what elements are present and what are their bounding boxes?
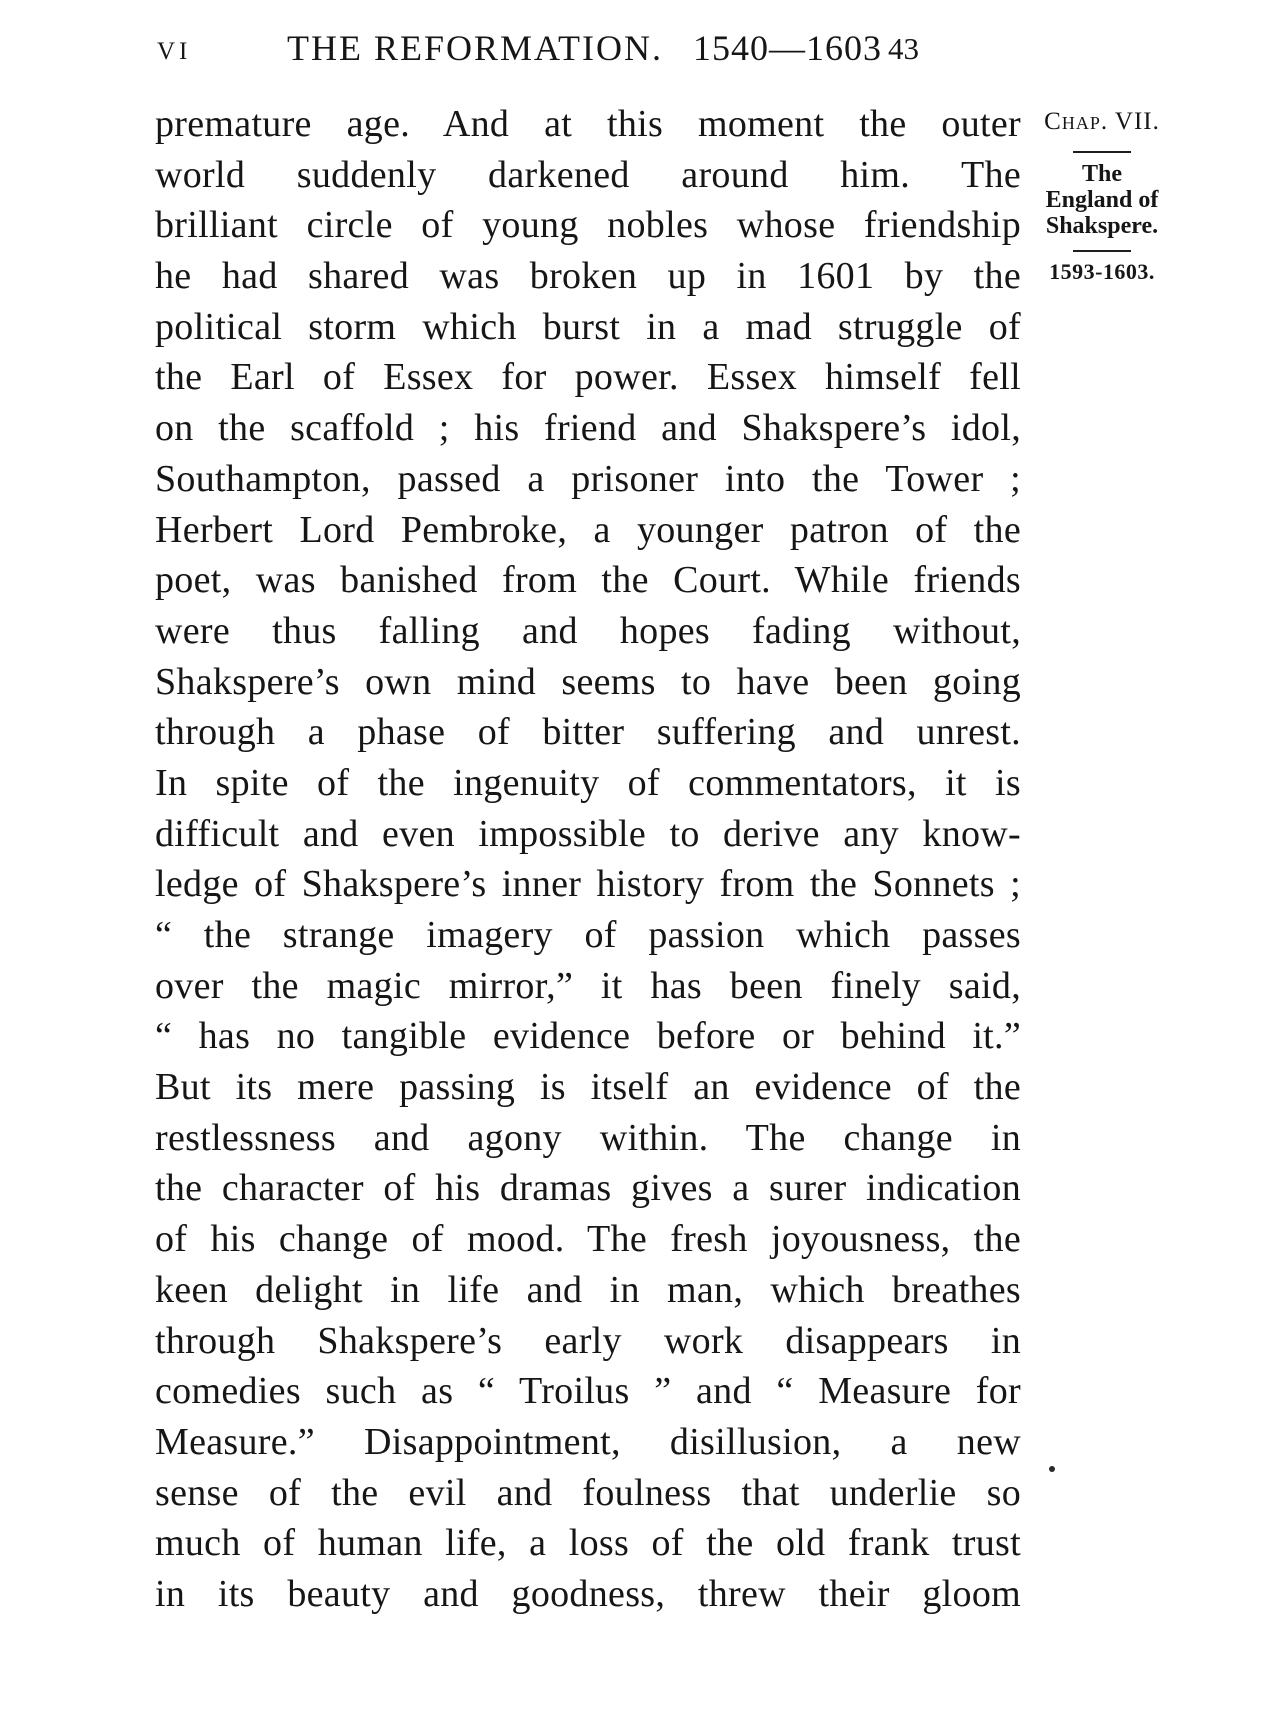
margin-section-line: The bbox=[1081, 161, 1122, 187]
body-text bbox=[155, 99, 1021, 1620]
text-line: through Shakspere’s early work disappears in bbox=[155, 1319, 1021, 1362]
text-line: Measure.” Disappointment, disillusion, a new bbox=[155, 1420, 1021, 1463]
text-line: world suddenly darkened around him. The bbox=[155, 153, 1021, 196]
text-line: “ the strange imagery of passion which passes bbox=[155, 914, 1021, 956]
text-line: Southampton, passed a prisoner into the Tower ; bbox=[155, 457, 1021, 500]
text-line: the Earl of Essex for power. Essex himself fell bbox=[155, 356, 1021, 399]
text-line: Herbert Lord Pembroke, a younger patron of the bbox=[155, 508, 1021, 551]
text-line: were thus falling and hopes fading without, bbox=[155, 609, 1021, 652]
text-line: he had shared was broken up in 1601 by the bbox=[155, 255, 1021, 298]
text-line: keen delight in life and in man, which breathes bbox=[155, 1268, 1021, 1311]
text-line: Shakspere’s own mind seems to have been going bbox=[155, 660, 1021, 703]
text-line: difficult and even impossible to derive any know- bbox=[155, 812, 1021, 855]
margin-section-line: England of bbox=[1045, 187, 1159, 213]
text-line: But its mere passing is itself an evidence of the bbox=[155, 1066, 1021, 1109]
text-line: over the magic mirror,” it has been finely said, bbox=[155, 964, 1021, 1007]
margin-notes bbox=[1027, 108, 1177, 285]
margin-rule-lower bbox=[1073, 250, 1131, 252]
text-line: comedies such as “ Troilus ” and “ Measure for bbox=[155, 1370, 1021, 1413]
text-line: “ has no tangible evidence before or behind it.” bbox=[155, 1015, 1021, 1058]
margin-note-dates: 1593-1603. bbox=[1049, 259, 1155, 284]
running-title-text: THE REFORMATION. bbox=[287, 28, 664, 68]
margin-note-chapter: Chap. VII. bbox=[1044, 108, 1160, 135]
margin-section-line: Shakspere. bbox=[1045, 213, 1159, 239]
margin-rule-upper bbox=[1073, 151, 1131, 153]
ink-speck bbox=[1049, 1466, 1055, 1472]
text-line: restlessness and agony within. The change in bbox=[155, 1116, 1021, 1159]
text-line: In spite of the ingenuity of commentators, it is bbox=[155, 761, 1021, 804]
page-number: 43 bbox=[888, 31, 919, 66]
text-line: much of human life, a loss of the old frank trust bbox=[155, 1522, 1021, 1565]
text-line: the character of his dramas gives a surer indication bbox=[155, 1167, 1021, 1210]
running-header-title bbox=[287, 27, 882, 69]
text-line: in its beauty and goodness, threw their gloom bbox=[155, 1572, 1021, 1615]
text-line: on the scaffold ; his friend and Shakspere’s idol, bbox=[155, 407, 1021, 450]
running-title-dates: 1540—1603 bbox=[693, 28, 883, 68]
text-line: premature age. And at this moment the outer bbox=[155, 103, 1021, 145]
text-line: of his change of mood. The fresh joyousness, the bbox=[155, 1218, 1021, 1261]
text-line: poet, was banished from the Court. While friends bbox=[155, 559, 1021, 602]
text-line: brilliant circle of young nobles whose friendship bbox=[155, 204, 1021, 247]
text-line: sense of the evil and foulness that underlie so bbox=[155, 1471, 1021, 1514]
text-line: political storm which burst in a mad struggle of bbox=[155, 305, 1021, 348]
running-header-left: VI bbox=[157, 38, 192, 65]
margin-note-section bbox=[1027, 161, 1177, 239]
text-line: through a phase of bitter suffering and unrest. bbox=[155, 711, 1021, 754]
text-line: ledge of Shakspere’s inner history from the Sonnets ; bbox=[155, 863, 1021, 906]
